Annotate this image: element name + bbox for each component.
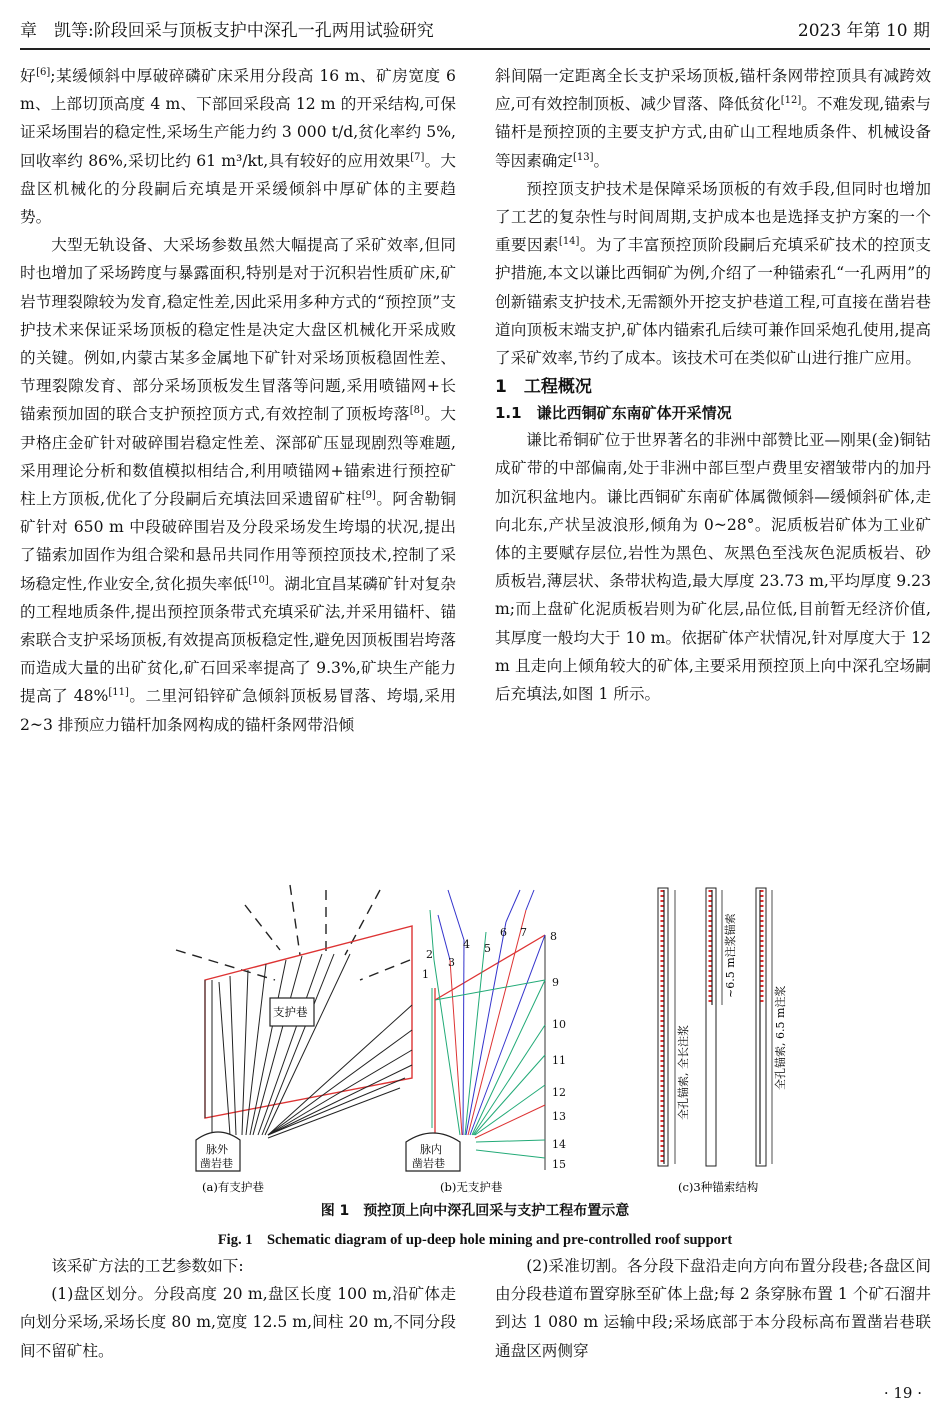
section-heading: 1 工程概况 bbox=[495, 377, 592, 398]
running-title: 章 凯等:阶段回采与顶板支护中深孔一孔两用试验研究 bbox=[20, 20, 434, 41]
hole-number: 5 bbox=[484, 942, 491, 955]
support-drift-label: 支护巷 bbox=[273, 1005, 308, 1019]
figure-1 bbox=[150, 880, 810, 1200]
drift-label: 凿岩巷 bbox=[412, 1157, 445, 1170]
citation[interactable]: [14] bbox=[558, 236, 580, 248]
hole-number: 7 bbox=[520, 926, 527, 939]
paragraph: 好[6];某缓倾斜中厚破碎磷矿床采用分段高 16 m、矿房宽度 6 m、上部切顶高度 4 m、下部回采段高 12 m 的开采结构,可保证采场围岩的稳定性,采场生产能力约 3 000 t/d,贫化率约 5%,回收率约 86%,采切比约 61 m³/kt,具有较好的应用效果[7]。大盘区机械化的分段嗣后充填是开采缓倾斜中厚矿体的主要趋势。 bbox=[20, 66, 456, 227]
drift-label: 凿岩巷 bbox=[200, 1157, 233, 1170]
panel-c bbox=[658, 888, 787, 1194]
citation[interactable]: [7] bbox=[410, 151, 425, 163]
hole-number: 1 bbox=[422, 968, 429, 981]
paragraph: (1)盘区划分。分段高度 20 m,盘区长度 100 m,沿矿体走向划分采场,采场长度 80 m,宽度 12.5 m,间柱 20 m,不同分段间不留矿柱。 bbox=[20, 1285, 456, 1360]
drill-hole bbox=[472, 980, 545, 1135]
citation[interactable]: [9] bbox=[361, 489, 376, 501]
page-number: · 19 · bbox=[883, 1384, 922, 1402]
hole-number: 12 bbox=[552, 1086, 566, 1099]
cable-label: 全孔锚索, 6.5 m注浆 bbox=[774, 985, 787, 1090]
cable-type-2 bbox=[706, 888, 737, 1166]
paragraph: 谦比希铜矿位于世界著名的非洲中部赞比亚—刚果(金)铜钴成矿带的中部偏南,处于非洲中部巨型卢费里安褶皱带内的加丹加沉积盆地内。谦比西铜矿东南矿体属微倾斜—缓倾斜矿体,走向北东,产状呈波浪形,倾角为 0~28°。泥质板岩矿体为工业矿体的主要赋存层位,岩性为黑色、灰黑色至浅灰色泥质板岩、砂质板岩,薄层状、条带状构造,最大厚度 23.73 m,平均厚度 9.23 m;而上盘矿化泥质板岩则为矿化层,品位低,目前暂无经济价值,其厚度一般均大于 10 m。依据矿体产状情况,针对厚度大于 12 m 且走向上倾角较大的矿体,主要采用预控顶上向中深孔空场嗣后充填法,如图 1 所示。 bbox=[495, 431, 931, 704]
subsection-heading: 1.1 谦比西铜矿东南矿体开采情况 bbox=[495, 404, 732, 423]
panel-a-caption: (a)有支护巷 bbox=[202, 1180, 264, 1194]
panel-b-caption: (b)无支护巷 bbox=[440, 1180, 503, 1194]
hole-number: 10 bbox=[552, 1018, 566, 1031]
citation[interactable]: [13] bbox=[572, 151, 594, 163]
citation[interactable]: [6] bbox=[36, 66, 51, 78]
paragraph: 大型无轨设备、大采场参数虽然大幅提高了采矿效率,但同时也增加了采场跨度与暴露面积,特别是对于沉积岩性质矿床,矿岩节理裂隙较为发育,稳定性差,因此采用多种方式的“预控顶”支护技术来保证采场顶板的稳定性是决定大盘区机械化开采成败的关键。例如,内蒙古某多金属地下矿针对采场顶板稳固性差、节理裂隙发育、部分采场顶板发生冒落等问题,采用喷锚网+长锚索预加固的联合支护预控顶方式,有效控制了顶板垮落[8]。大尹格庄金矿针对破碎围岩稳定性差、深部矿压显现剧烈等难题,采用理论分析和数值模拟相结合,利用喷锚网+锚索进行预控矿柱上方顶板,优化了分段嗣后充填法回采遗留矿柱[9]。阿舍勒铜矿针对 650 m 中段破碎围岩及分段采场发生垮塌的状况,提出了锚索加固作为组合梁和悬吊共同作用等预控顶技术,控制了采场稳定性,作业安全,贫化损失率低[10]。湖北宜昌某磷矿针对复杂的工程地质条件,提出预控顶条带式充填采矿法,并采用锚杆、锚索联合支护采场顶板,有效提高顶板稳定性,避免因顶板围岩垮落而造成大量的出矿贫化,矿石回采率提高了 9.3%,矿块生产能力提高了 48%[11]。二里河铅锌矿急倾斜顶板易冒落、垮塌,采用 2~3 排预应力锚杆加条网构成的锚杆条网带沿倾 bbox=[20, 236, 456, 734]
hole-number: 14 bbox=[552, 1138, 566, 1151]
paragraph: (2)采准切割。各分段下盘沿走向方向布置分段巷;各盘区间由分段巷道布置穿脉至矿体上盘;每 2 条穿脉布置 1 个矿石溜井到达 1 080 m 运输中段;采场底部于本分段标高布置凿岩巷联通盘区两侧穿 bbox=[495, 1257, 931, 1360]
right-column bbox=[495, 62, 931, 708]
drill-hole bbox=[476, 1140, 545, 1142]
hole-number: 15 bbox=[552, 1158, 566, 1171]
paragraph: 预控顶支护技术是保障采场顶板的有效手段,但同时也增加了工艺的复杂性与时间周期,支护成本也是选择支护方案的一个重要因素[14]。为了丰富预控顶阶段嗣后充填采矿技术的控顶支护措施,本文以谦比西铜矿为例,介绍了一种锚索孔“一孔两用”的创新锚索支护技术,无需额外开挖支护巷道工程,可直接在凿岩巷道向顶板末端支护,矿体内锚索孔后续可兼作回采炮孔使用,提高了采矿效率,节约了成本。该技术可在类似矿山进行推广应用。 bbox=[495, 179, 931, 368]
panel-a bbox=[176, 885, 412, 1194]
cable-label: ~6.5 m注浆锚索 bbox=[724, 913, 737, 998]
figure-caption-en: Fig. 1 Schematic diagram of up-deep hole mining and pre-controlled roof support bbox=[217, 1232, 733, 1248]
citation[interactable]: [12] bbox=[780, 95, 802, 107]
citation[interactable]: [11] bbox=[108, 687, 129, 699]
issue-label: 2023 年第 10 期 bbox=[797, 20, 930, 41]
hole-number: 3 bbox=[448, 956, 455, 969]
drill-hole bbox=[476, 1150, 545, 1158]
drift-label: 脉内 bbox=[420, 1143, 442, 1156]
bottom-left-column bbox=[20, 1252, 456, 1365]
citation[interactable]: [8] bbox=[409, 405, 424, 417]
panel-b bbox=[406, 890, 566, 1194]
left-column bbox=[20, 62, 456, 739]
citation[interactable]: [10] bbox=[248, 574, 269, 586]
cable-label: 全孔锚索, 全长注浆 bbox=[677, 1025, 690, 1120]
hole-number: 13 bbox=[552, 1110, 566, 1123]
figure-caption-zh: 图 1 预控顶上向中深孔回采与支护工程布置示意 bbox=[320, 1203, 630, 1219]
bottom-right-column bbox=[495, 1252, 931, 1365]
drill-hole bbox=[463, 940, 464, 1135]
drill-hole bbox=[470, 935, 545, 1135]
cable-type-3 bbox=[756, 888, 787, 1166]
panel-c-caption: (c)3种锚索结构 bbox=[678, 1180, 759, 1194]
paragraph: 斜间隔一定距离全长支护采场顶板,锚杆条网带控顶具有减跨效应,可有效控制顶板、减少冒落、降低贫化[12]。不难发现,锚索与锚杆是预控顶的主要支护方式,由矿山工程地质条件、机械设备等因素确定[13]。 bbox=[495, 67, 931, 170]
hole-number: 9 bbox=[552, 976, 559, 989]
hole-number: 4 bbox=[463, 938, 470, 951]
hole-number: 11 bbox=[552, 1054, 566, 1067]
paragraph: 该采矿方法的工艺参数如下: bbox=[51, 1257, 244, 1275]
page-header bbox=[20, 8, 930, 50]
cable-type-1 bbox=[658, 888, 690, 1166]
hole-number: 8 bbox=[550, 930, 557, 943]
hole-number: 2 bbox=[426, 948, 433, 961]
hole-number: 6 bbox=[500, 926, 507, 939]
drift-label: 脉外 bbox=[206, 1143, 228, 1156]
